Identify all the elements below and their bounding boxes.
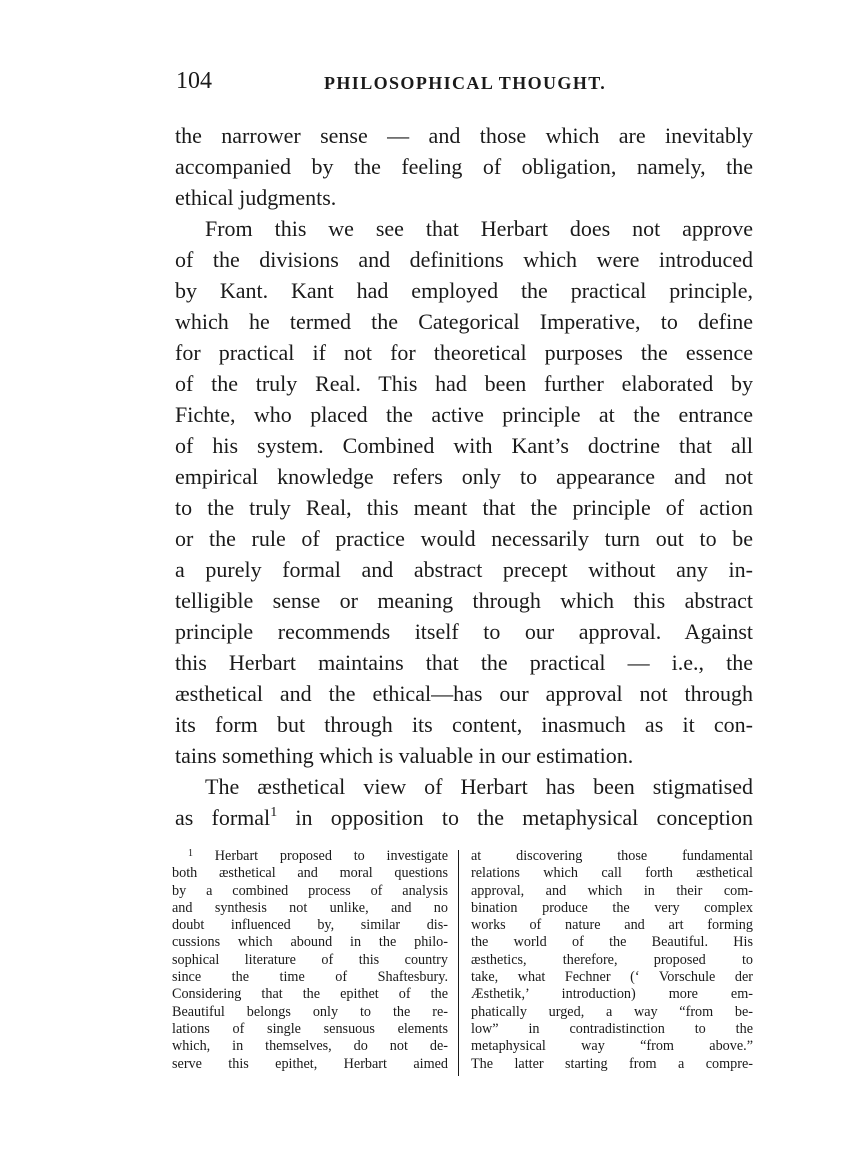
footnote-line: since the time of Shaftesbury.: [172, 969, 448, 986]
footnote-text: Herbart proposed to investigate: [214, 848, 448, 864]
footnote-line: take, what Fechner (‘ Vorschule der: [471, 969, 753, 986]
text-line: this Herbart maintains that the practical — i.e., the: [175, 650, 753, 675]
footnote-line: [172, 848, 448, 865]
page-header: [176, 64, 752, 98]
text-line: principle recommends itself to our approval. Against: [175, 619, 753, 644]
text-line: to the truly Real, this meant that the principle of action: [175, 495, 753, 520]
footnote-line: Beautiful belongs only to the re-: [172, 1003, 448, 1020]
footnote-line: at discovering those fundamental: [471, 848, 753, 864]
footnote-marker: 1: [188, 848, 193, 859]
footnote-right-column: [471, 848, 753, 1073]
paragraph-first-line: From this we see that Herbart does not approve: [205, 216, 753, 241]
text-line: telligible sense or meaning through which this abstract: [175, 588, 753, 613]
page-number: 104: [176, 68, 212, 94]
text-line: accompanied by the feeling of obligation, namely, the: [175, 154, 753, 179]
footnote-line: æsthetics, therefore, proposed to: [471, 951, 753, 968]
text-line: the narrower sense — and those which are inevitably: [175, 123, 753, 148]
running-title: PHILOSOPHICAL THOUGHT.: [324, 73, 607, 93]
footnote-line: approval, and which in their com-: [471, 882, 753, 899]
footnote-line: cussions which abound in the philo-: [172, 934, 448, 951]
footnote-reference: 1: [270, 805, 278, 820]
text-line: æsthetical and the ethical—has our approval not through: [175, 681, 753, 706]
footnote-line: relations which call forth æsthetical: [471, 865, 753, 882]
text-line: for practical if not for theoretical purposes the essence: [175, 340, 753, 365]
text-line: or the rule of practice would necessarily turn out to be: [175, 526, 753, 551]
text-line: of the divisions and definitions which were introduced: [175, 247, 753, 272]
column-divider: [458, 850, 459, 1076]
text-line: which he termed the Categorical Imperative, to define: [175, 309, 753, 334]
main-text: [175, 120, 753, 833]
text-line: of his system. Combined with Kant’s doctrine that all: [175, 433, 753, 458]
paragraph-first-line: The æsthetical view of Herbart has been stigmatised: [205, 774, 753, 799]
footnote-line: doubt influenced by, similar dis-: [172, 917, 448, 934]
footnote-line: and synthesis not unlike, and no: [172, 899, 448, 916]
text-line-with-footnote-ref: [175, 802, 753, 833]
footnote-line: phatically urged, a way “from be-: [471, 1003, 753, 1020]
text-line: its form but through its content, inasmuch as it con-: [175, 712, 753, 737]
footnote-line: by a combined process of analysis: [172, 882, 448, 899]
footnote-line: both æsthetical and moral questions: [172, 865, 448, 882]
footnote-line: low” in contradistinction to the: [471, 1020, 753, 1037]
footnote-line: the world of the Beautiful. His: [471, 934, 753, 951]
text-line: by Kant. Kant had employed the practical principle,: [175, 278, 753, 303]
footnote-block: [172, 848, 754, 1078]
footnote-line: works of nature and art forming: [471, 917, 753, 934]
footnote-left-column: [172, 848, 448, 1073]
footnote-line: Considering that the epithet of the: [172, 986, 448, 1003]
footnote-line: bination produce the very complex: [471, 899, 753, 916]
footnote-line: Æsthetik,’ introduction) more em-: [471, 986, 753, 1003]
text-fragment: as formal: [175, 805, 271, 830]
footnote-line: which, in themselves, do not de-: [172, 1038, 448, 1055]
text-line: of the truly Real. This had been further elaborated by: [175, 371, 753, 396]
text-line: ethical judgments.: [175, 185, 337, 210]
text-fragment: in opposition to the metaphysical conception: [295, 805, 754, 830]
footnote-line: metaphysical way “from above.”: [471, 1038, 753, 1055]
text-line: empirical knowledge refers only to appearance and not: [175, 464, 753, 489]
footnote-line: serve this epithet, Herbart aimed: [172, 1055, 448, 1072]
text-line: a purely formal and abstract precept without any in-: [175, 557, 753, 582]
text-line: Fichte, who placed the active principle at the entrance: [175, 402, 753, 427]
footnote-line: sophical literature of this country: [172, 951, 448, 968]
text-line: tains something which is valuable in our estimation.: [175, 743, 634, 768]
footnote-line: lations of single sensuous elements: [172, 1020, 448, 1037]
footnote-line: The latter starting from a compre-: [471, 1055, 753, 1072]
